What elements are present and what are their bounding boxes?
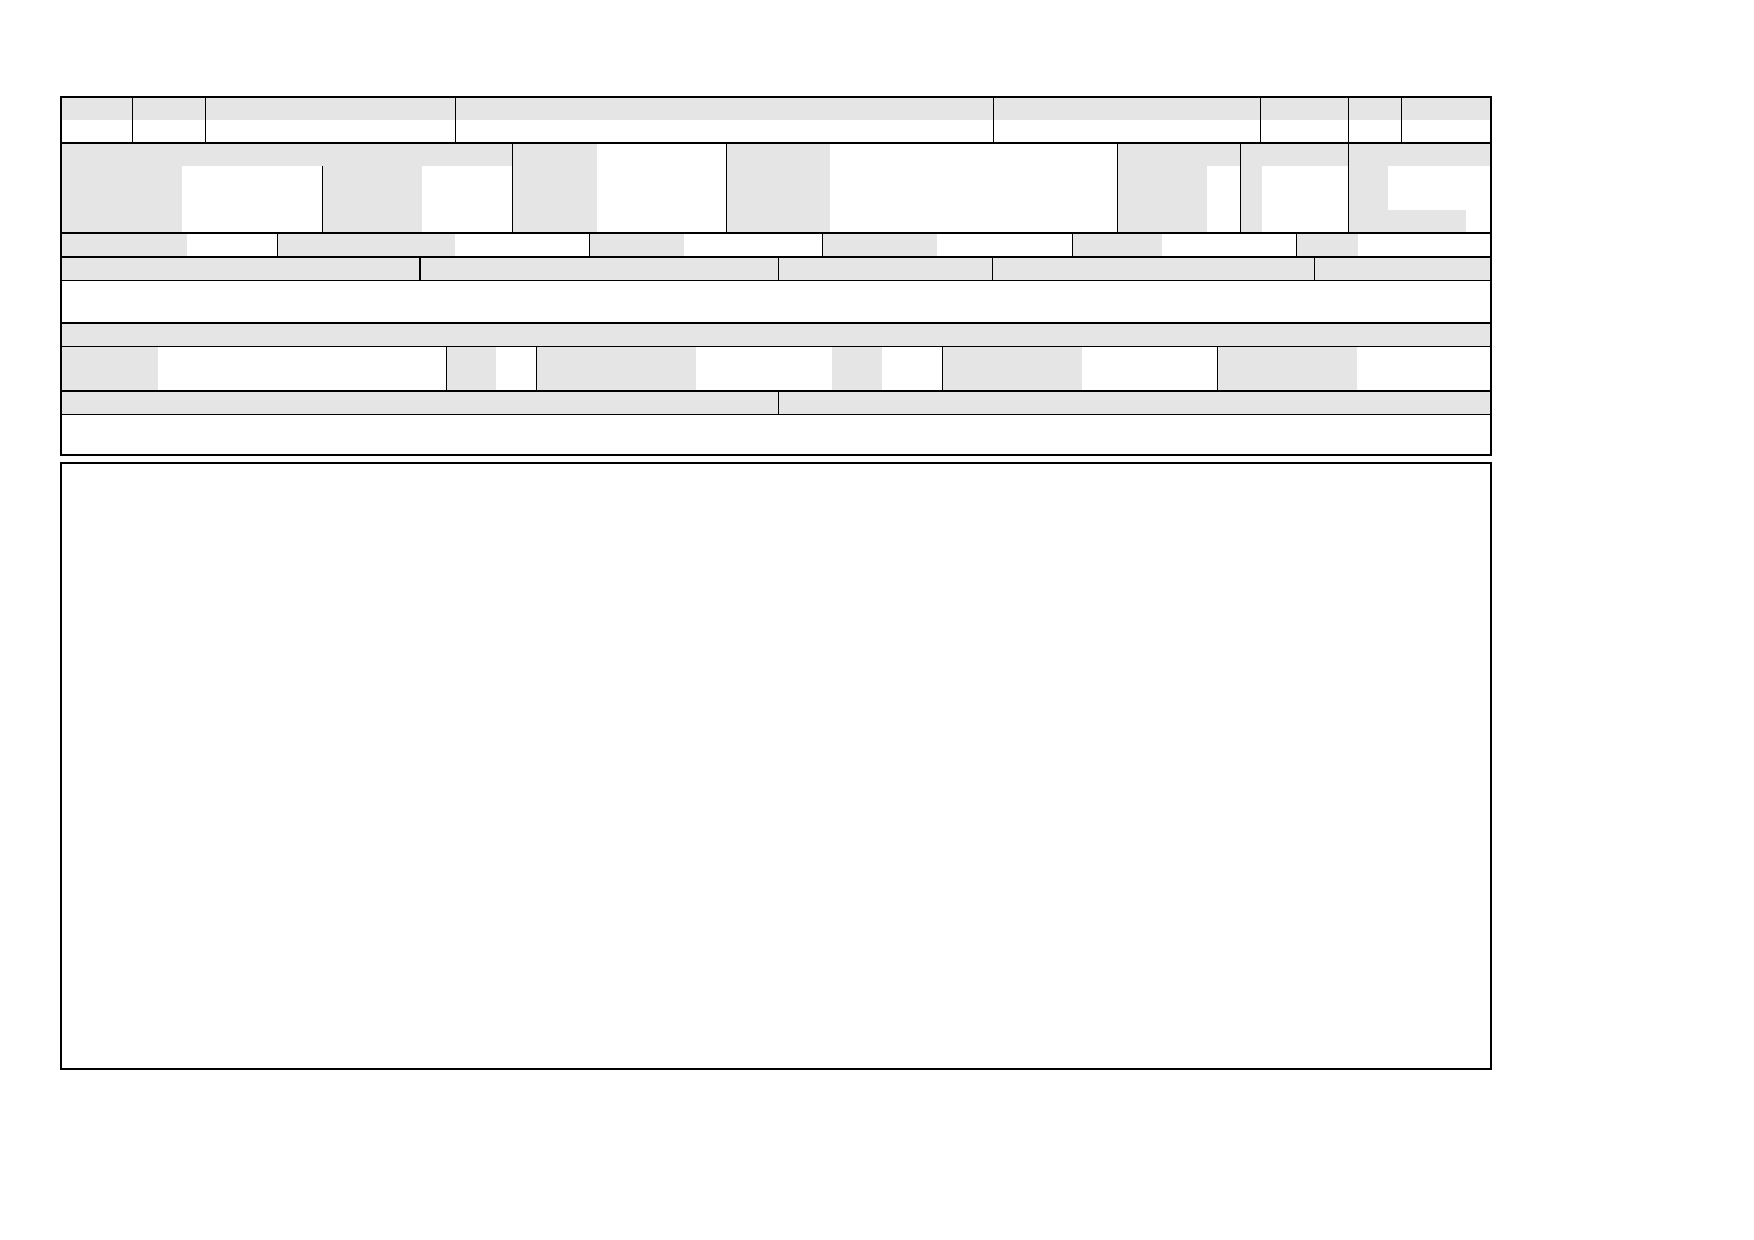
restwert-value — [684, 234, 774, 256]
anz-value — [1466, 210, 1490, 232]
info-text-label — [62, 369, 158, 391]
insgesamt-label — [536, 347, 696, 369]
in-proz-value-1 — [882, 347, 942, 369]
ausweis-label — [726, 166, 830, 188]
erlaeuterungen-value — [993, 120, 1260, 142]
nutz-dauer-value — [422, 188, 512, 210]
fil-label — [1240, 166, 1262, 188]
r-afa-label — [512, 210, 597, 232]
in-proz-label-1 — [832, 347, 882, 369]
waehrung-value — [1207, 210, 1240, 232]
gleichbl-label — [277, 234, 455, 256]
ab-datum-label — [512, 166, 597, 188]
erlaeuterungen-label — [993, 98, 1260, 120]
ahk-beginn-label — [62, 188, 182, 210]
sonder-art-value — [158, 347, 448, 369]
inventar-nr-value — [1401, 120, 1490, 142]
datum-label — [62, 166, 182, 188]
nutz-dauer-label — [322, 188, 422, 210]
substanz-title — [778, 392, 1490, 414]
afa-proz-label — [322, 210, 422, 232]
insgesamt-value — [696, 347, 832, 369]
ahk-ende-value — [182, 210, 322, 232]
mandant-label — [132, 98, 205, 120]
bestelldatum-label — [726, 144, 830, 166]
asset-header-form — [60, 96, 1492, 456]
schrottwert-label — [822, 234, 937, 256]
inventar-label — [455, 98, 993, 120]
info-text-value — [158, 369, 448, 391]
leistung-title — [62, 392, 778, 414]
einstellungen-title — [1117, 144, 1240, 166]
in-proz-value-2 — [882, 369, 942, 391]
vom-label — [1348, 166, 1388, 188]
ver-label — [446, 369, 496, 391]
ver-value — [496, 369, 536, 391]
k1-label — [1240, 188, 1262, 210]
name-label — [205, 98, 455, 120]
afa-beginn-value — [416, 166, 512, 188]
bmgl-label — [512, 144, 597, 166]
mandant-value — [132, 120, 205, 142]
waehrung-label — [1117, 210, 1207, 232]
neue-art-label — [726, 188, 830, 210]
herkunft-label — [1260, 98, 1348, 120]
alte-art-value — [834, 210, 1114, 232]
sonder-title — [62, 324, 1490, 346]
wirtschaftsjahr-title — [1348, 144, 1490, 166]
uebergang-value — [1207, 166, 1240, 188]
bestelldatum-value — [834, 144, 1114, 166]
bis-label — [1348, 188, 1388, 210]
alte-art-label — [726, 210, 830, 232]
name-value — [205, 120, 455, 142]
limit-label — [1296, 234, 1358, 256]
rbz-label — [446, 347, 496, 369]
restwert-label — [589, 234, 684, 256]
bis-value — [1388, 188, 1490, 210]
filiale-title — [1240, 144, 1348, 166]
uebergang-label — [1117, 166, 1207, 188]
afa-proz-value — [422, 210, 512, 232]
anschaffung-title — [62, 144, 512, 166]
rbz-value — [496, 347, 536, 369]
ahk-ende-label — [62, 210, 182, 232]
inventar-value — [455, 120, 993, 142]
in-proz-label-2 — [832, 369, 882, 391]
beginn-na-label — [1117, 188, 1207, 210]
festwert-label — [1072, 234, 1162, 256]
berechnung-title — [778, 258, 992, 280]
sonder-art-label — [62, 347, 158, 369]
anz-label — [1348, 210, 1466, 232]
ausweis-value — [834, 166, 1114, 188]
datum-value — [182, 166, 322, 188]
ew2-title — [419, 258, 778, 280]
herkunft-value — [1260, 120, 1348, 142]
neue-art-value — [834, 188, 1114, 210]
konto-label — [1348, 98, 1401, 120]
afa-beginn-label — [322, 166, 422, 188]
versicherung-title — [1314, 258, 1490, 280]
beginn-na-value — [1207, 188, 1240, 210]
inventar-nr-label — [1401, 98, 1490, 120]
ahk-beginn-value — [182, 188, 322, 210]
konto-value — [1348, 120, 1401, 142]
erhoehte-label — [536, 369, 696, 391]
k2-label — [1240, 210, 1262, 232]
vom-value — [1388, 166, 1490, 188]
nachholung-label — [1217, 347, 1357, 391]
vj-aufgeloest-label — [942, 347, 1082, 369]
aufloesung-label — [942, 369, 1082, 391]
wertpapier-label — [62, 234, 187, 256]
wiederbeschaffung-title — [992, 258, 1314, 280]
ew1-title — [62, 258, 419, 280]
berater-value — [62, 120, 132, 142]
asset-journal-table — [60, 462, 1492, 1070]
erhoehte-value — [696, 369, 832, 391]
rest-nd-label — [512, 188, 597, 210]
berater-label — [62, 98, 132, 120]
